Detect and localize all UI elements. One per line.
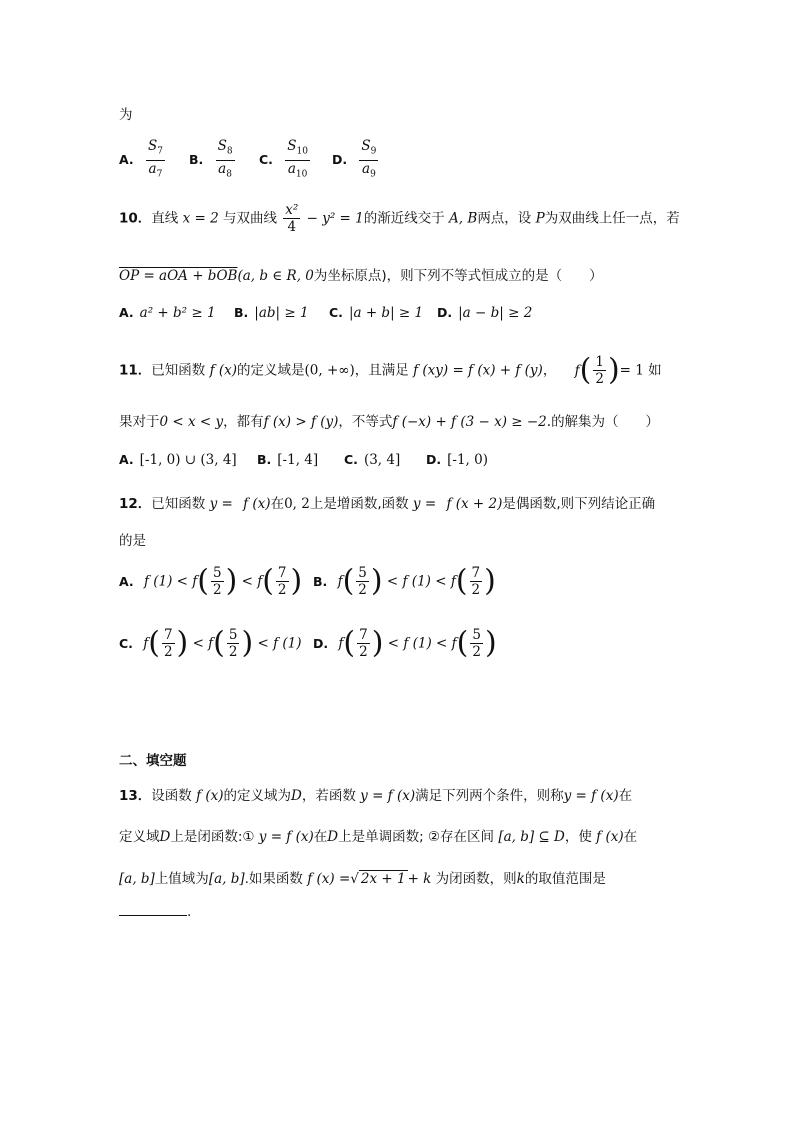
q10-stem-line2: OP = aOA + bOB(a, b ∈ R, 0为坐标原点)，则下列不等式恒成立的是（ ）: [119, 268, 603, 284]
q12-option-a[interactable]: A. f (1) < f( $\frac{5}{2}$ ) < f( $\frac{7}{2}$ ): [119, 563, 303, 599]
q9-option-d[interactable]: D. $\frac{S_9}{a_9}$: [332, 138, 380, 182]
q12-stem-line1: 12．已知函数 y = f (x)在0, 2上是增函数,函数 y = f (x + 2)是偶函数,则下列结论正确: [119, 496, 656, 512]
q10-stem-line1: 10．直线 x = 2 与双曲线 $\frac{\text{x²}}{4}$ − y² = 1的渐近线交于 A, B两点，设 P为双曲线上任一点，若: [119, 202, 680, 235]
fraction: $\frac{S_9}{a_9}$: [361, 138, 377, 180]
fraction: $\frac{S_7}{a_7}$: [147, 138, 163, 180]
q12-option-d[interactable]: D. f( $\frac{7}{2}$ ) < f (1) < f( $\frac{5}{2}$ ): [313, 625, 497, 661]
q10-option-a[interactable]: A. a² + b² ≥ 1: [119, 305, 216, 321]
section-title: 二、填空题: [119, 753, 187, 769]
q10-option-c[interactable]: C. |a + b| ≥ 1: [329, 305, 424, 321]
q9-option-c[interactable]: C. $\frac{S_{10}}{a_{10}}$: [259, 138, 312, 182]
q11-option-c[interactable]: C. (3, 4]: [344, 452, 401, 468]
sqrt-radicand: 2x + 1: [360, 871, 406, 887]
q11-option-a[interactable]: A. [-1, 0) ∪ (3, 4]: [119, 452, 237, 468]
q13-answer-blank[interactable]: .: [119, 903, 191, 920]
q10-option-b[interactable]: B. |ab| ≥ 1: [234, 305, 309, 321]
q11-option-b[interactable]: B. [-1, 4]: [257, 452, 319, 468]
blank-line[interactable]: [119, 903, 187, 916]
q12-option-c[interactable]: C. f( $\frac{7}{2}$ ) < f( $\frac{5}{2}$ ) < f (1): [119, 625, 302, 661]
q12-stem-line2: 的是: [119, 533, 146, 549]
fraction: $\frac{S_{10}}{a_{10}}$: [287, 138, 308, 180]
fraction: $\frac{S_8}{a_8}$: [217, 138, 233, 180]
q11-stem-line2: 果对于0 < x < y，都有f (x) > f (y)，不等式f (−x) + f (3 − x) ≥ −2.的解集为（ ）: [119, 414, 660, 430]
q9-option-b[interactable]: B. $\frac{S_8}{a_8}$: [189, 138, 237, 182]
q9-option-a[interactable]: A. $\frac{S_7}{a_7}$: [119, 138, 167, 182]
q13-stem-line3: [a, b]上值域为[a, b].如果函数 f (x) =√ 2x + 1 + k 为闭函数，则k的取值范围是: [119, 871, 606, 887]
half-fraction: $\frac{1}{2}$: [595, 354, 604, 387]
q11-option-d[interactable]: D. [-1, 0): [426, 452, 488, 468]
q12-option-b[interactable]: B. f( $\frac{5}{2}$ ) < f (1) < f( $\frac{7}{2}$ ): [313, 563, 496, 599]
q9-tail: 为: [119, 107, 133, 123]
q10-option-d[interactable]: D. |a − b| ≥ 2: [437, 305, 533, 321]
q13-stem-line1: 13．设函数 f (x)的定义域为D，若函数 y = f (x)满足下列两个条件，则称y = f (x)在: [119, 788, 633, 804]
q13-stem-line2: 定义域D上是闭函数:① y = f (x)在D上是单调函数; ②存在区间 [a, b] ⊆ D，使 f (x)在: [119, 829, 638, 845]
hyperbola-fraction: $\frac{\text{x²}}{4}$: [285, 202, 299, 235]
q11-stem-line1: 11．已知函数 f (x)的定义域是(0, +∞)，且满足 f (xy) = f (x) + f (y)， f( $\frac{1}{2}$ )= 1 如: [119, 352, 662, 388]
